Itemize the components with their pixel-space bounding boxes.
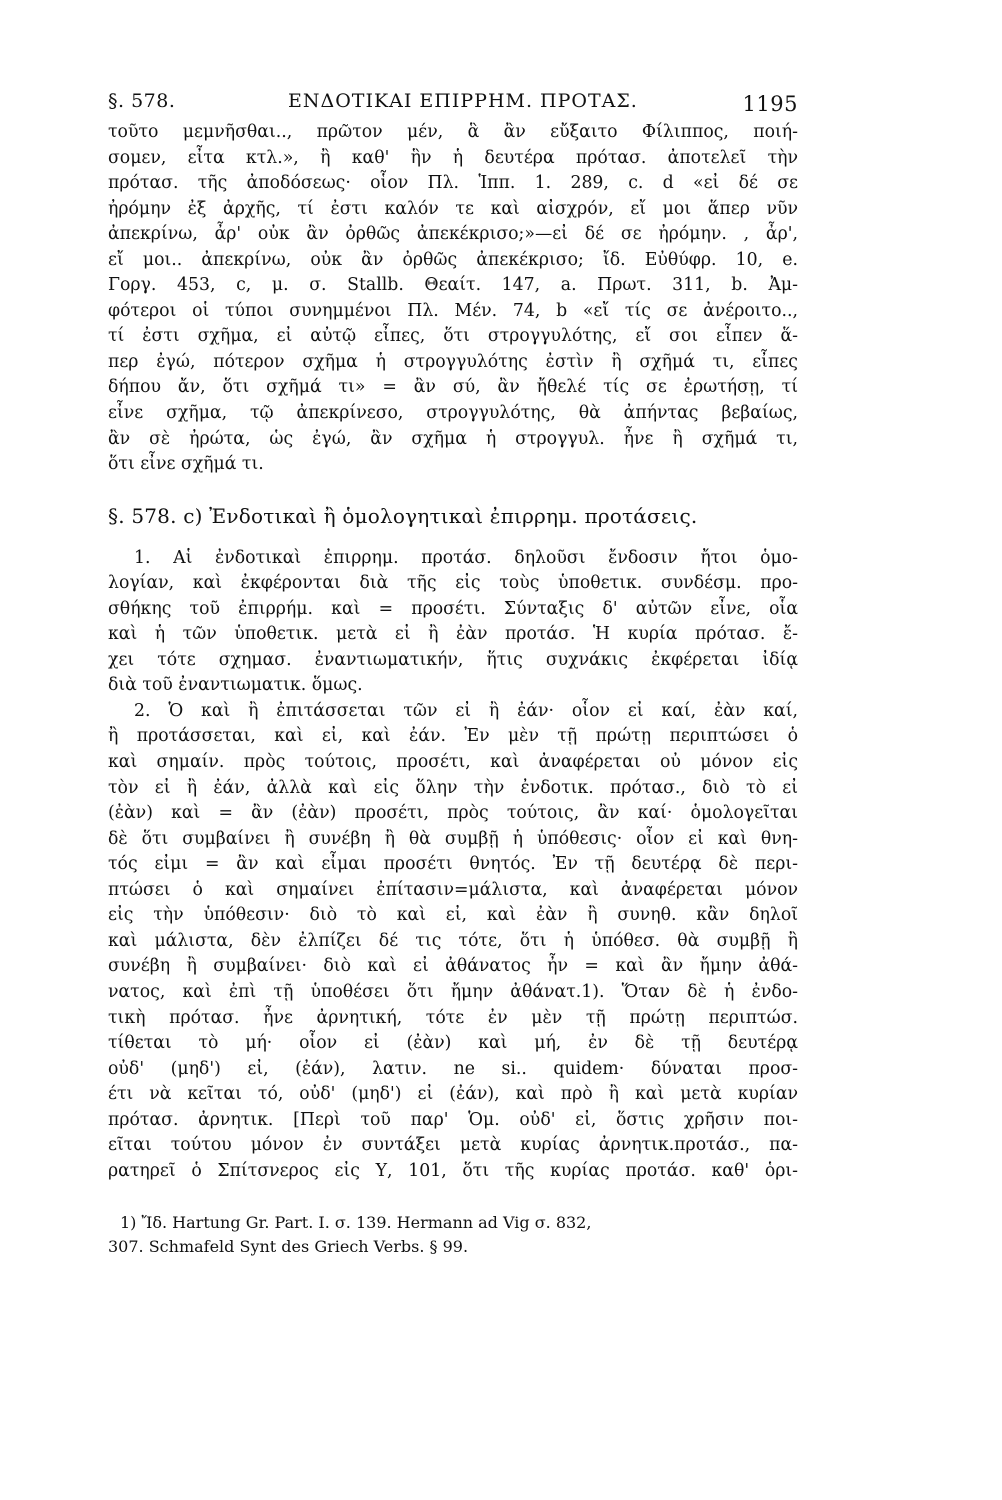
book-page — [108, 86, 798, 1259]
text-line: ἀπεκρίνω, ἆρ' οὐκ ἂν ὀρθῶς ἀπεκέκρισο;»—εἰ δέ σε ἠρόμην. , ἆρ', — [108, 224, 798, 245]
text-line: ὅτι εἶνε σχῆμά τι. — [108, 454, 264, 475]
text-line: τί ἐστι σχῆμα, εἰ αὐτῷ εἶπες, ὅτι στρογγυλότης, εἴ σοι εἶπεν ἅ- — [108, 326, 798, 347]
footnote-line: 307. Schmafeld Synt des Griech Verbs. § 99. — [108, 1237, 469, 1257]
text-line: πρότασ. ἀρνητικ. [Περὶ τοῦ παρ' Ὁμ. οὐδ' εἰ, ὅστις χρῆσιν ποι- — [108, 1109, 798, 1130]
running-head-section: §. 578. — [108, 90, 176, 112]
text-line: (ἐὰν) καὶ = ἂν (ἐὰν) προσέτι, πρὸς τούτοις, ἂν καί· ὁμολογεῖται — [108, 803, 798, 824]
text-line: 1. Αἱ ἐνδοτικαὶ ἐπιρρημ. προτάσ. δηλοῦσι ἔνδοσιν ἤτοι ὁμο- — [134, 547, 798, 568]
page-number: 1195 — [742, 92, 798, 116]
footnote-line: 1) Ἴδ. Hartung Gr. Part. I. σ. 139. Hermann ad Vig σ. 832, — [120, 1213, 592, 1233]
text-line: σθήκης τοῦ ἐπιρρήμ. καὶ = προσέτι. Σύνταξις δ' αὐτῶν εἶνε, οἷα — [108, 598, 798, 619]
text-line: δήπου ἄν, ὅτι σχῆμά τι» = ἂν σύ, ἂν ἤθελέ τίς σε ἐρωτήσῃ, τί — [108, 377, 798, 398]
text-line: τίθεται τὸ μή· οἷον εἰ (ἐὰν) καὶ μή, ἐν δὲ τῇ δευτέρᾳ — [108, 1033, 798, 1054]
text-line: τικὴ πρότασ. ἦνε ἀρνητική, τότε ἐν μὲν τῇ πρώτῃ περιπτώσ. — [108, 1007, 798, 1028]
text-line: καὶ ἡ τῶν ὑποθετικ. μετὰ εἰ ἢ ἐὰν προτάσ. Ἡ κυρία πρότασ. ἔ- — [108, 624, 798, 645]
paragraph-2 — [108, 699, 798, 1184]
section-heading: §. 578. c) Ἐνδοτικαὶ ἢ ὁμολογητικαὶ ἐπιρρημ. προτάσεις. — [108, 503, 698, 528]
text-line: τοῦτο μεμνῆσθαι.., πρῶτον μέν, ἃ ἂν εὔξαιτο Φίλιππος, ποιή- — [108, 122, 798, 142]
text-line: συνέβη ἢ συμβαίνει· διὸ καὶ εἰ ἀθάνατος ἦν = καὶ ἂν ἤμην ἀθά- — [108, 956, 798, 977]
running-head-title: ΕΝΔΟΤΙΚΑΙ ΕΠΙΡΡΗΜ. ΠΡΟΤΑΣ. — [288, 90, 638, 112]
text-line: ἂν σὲ ἠρώτα, ὡς ἐγώ, ἂν σχῆμα ἡ στρογγυλ. ἦνε ἢ σχῆμά τι, — [108, 428, 798, 449]
text-line: τὸν εἰ ἢ ἐάν, ἀλλὰ καὶ εἰς ὅλην τὴν ἐνδοτικ. πρότασ., διὸ τὸ εἰ — [108, 777, 798, 798]
text-line: ἢ προτάσσεται, καὶ εἰ, καὶ ἐάν. Ἐν μὲν τῇ πρώτῃ περιπτώσει ὁ — [108, 726, 798, 747]
text-line: 2. Ὁ καὶ ἢ ἐπιτάσσεται τῶν εἰ ἢ ἐάν· οἷον εἰ καί, ἐὰν καί, — [134, 700, 798, 721]
continuation-paragraph — [108, 120, 798, 478]
text-line: σομεν, εἶτα κτλ.», ἢ καθ' ἣν ἡ δευτέρα πρότασ. ἀποτελεῖ τὴν — [108, 147, 798, 168]
text-line: ρατηρεῖ ὁ Σπίτσνερος εἰς Υ, 101, ὅτι τῆς κυρίας προτάσ. καθ' ὁρι- — [108, 1160, 798, 1181]
text-line: εἰς τὴν ὑπόθεσιν· διὸ τὸ καὶ εἰ, καὶ ἐὰν ἢ συνηθ. κἂν δηλοῖ — [108, 905, 798, 926]
text-line: καὶ μάλιστα, δὲν ἐλπίζει δέ τις τότε, ὅτι ἡ ὑπόθεσ. θὰ συμβῇ ἢ — [108, 930, 798, 951]
text-line: λογίαν, καὶ ἐκφέρονται διὰ τῆς εἰς τοὺς ὑποθετικ. συνδέσμ. προ- — [108, 573, 798, 594]
text-line: εἶνε σχῆμα, τῷ ἀπεκρίνεσο, στρογγυλότης, θὰ ἀπήντας βεβαίως, — [108, 403, 798, 424]
paragraph-1 — [108, 546, 798, 699]
text-line: τός εἰμι = ἂν καὶ εἶμαι προσέτι θνητός. Ἐν τῇ δευτέρᾳ δὲ περι- — [108, 854, 798, 875]
running-head — [108, 86, 798, 120]
text-line: νατος, καὶ ἐπὶ τῇ ὑποθέσει ὅτι ἤμην ἀθάνατ.1). Ὅταν δὲ ἡ ἐνδο- — [108, 981, 798, 1002]
text-line: εἴ μοι.. ἀπεκρίνω, οὐκ ἂν ὀρθῶς ἀπεκέκρισο; ἴδ. Εὐθύφρ. 10, e. — [108, 249, 798, 270]
text-line: ἠρόμην ἐξ ἀρχῆς, τί ἐστι καλόν τε καὶ αἰσχρόν, εἴ μοι ἅπερ νῦν — [108, 198, 798, 219]
text-line: χει τότε σχημασ. ἐναντιωματικήν, ἥτις συχνάκις ἐκφέρεται ἰδίᾳ — [108, 649, 798, 670]
text-line: δὲ ὅτι συμβαίνει ἢ συνέβη ἢ θὰ συμβῇ ἡ ὑπόθεσις· οἷον εἰ καὶ θνη- — [108, 828, 798, 849]
text-line: εῖται τούτου μόνον ἐν συντάξει μετὰ κυρίας ἀρνητικ.προτάσ., πα- — [108, 1135, 798, 1156]
text-line: οὐδ' (μηδ') εἰ, (ἐάν), λατιν. ne si.. quidem· δύναται προσ- — [108, 1058, 798, 1079]
text-line: πτώσει ὁ καὶ σημαίνει ἐπίτασιν=μάλιστα, καὶ ἀναφέρεται μόνον — [108, 879, 798, 900]
footnotes — [108, 1211, 798, 1259]
text-line: πρότασ. τῆς ἀποδόσεως· οἷον Πλ. Ἱππ. 1. 289, c. d «εἰ δέ σε — [108, 173, 798, 194]
footnote-separator — [108, 1196, 798, 1197]
text-line: έτι νὰ κεῖται τό, οὐδ' (μηδ') εἰ (ἐάν), καὶ πρὸ ἢ καὶ μετὰ κυρίαν — [108, 1084, 798, 1105]
text-line: Γοργ. 453, c, μ. σ. Stallb. Θεαίτ. 147, a. Πρωτ. 311, b. Ἀμ- — [108, 275, 798, 296]
text-line: περ ἐγώ, πότερον σχῆμα ἡ στρογγυλότης ἐστὶν ἢ σχῆμά τι, εἶπες — [108, 351, 798, 372]
text-line: διὰ τοῦ ἐναντιωματικ. ὅμως. — [108, 675, 363, 696]
text-line: φότεροι οἱ τύποι συνημμένοι Πλ. Μέν. 74, b «εἴ τίς σε ἀνέροιτο.., — [108, 300, 798, 321]
text-line: καὶ σημαίν. πρὸς τούτοις, προσέτι, καὶ ἀναφέρεται οὐ μόνον εἰς — [108, 752, 798, 773]
